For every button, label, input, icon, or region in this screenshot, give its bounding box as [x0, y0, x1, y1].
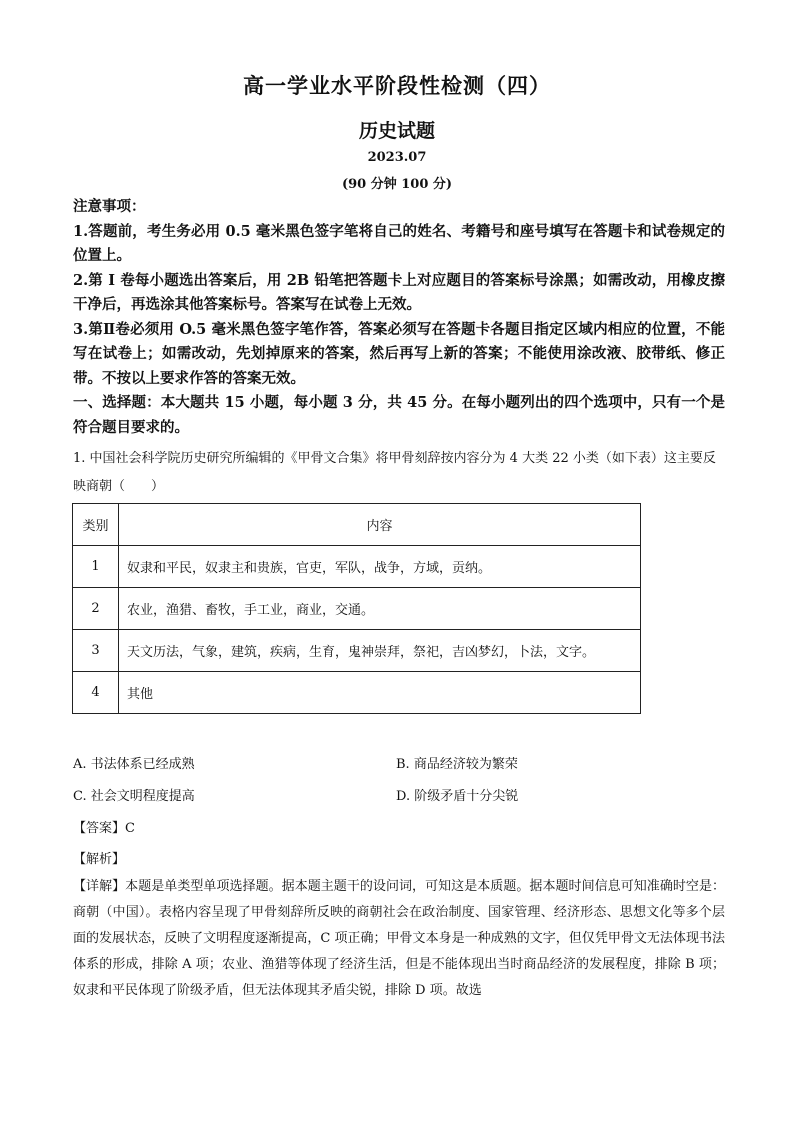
- table-row: [73, 546, 641, 588]
- detail-text: 【详解】本题是单类型单项选择题。据本题主题干的设问词，可知这是本质题。据本题时间信息可知准确时空是：商朝（中国）。表格内容呈现了甲骨刻辞所反映的商朝社会在政治制度、国家管理、经济形态、思想文化等多个层面的发展状态，反映了文明程度逐渐提高，C 项正确；甲骨文本身是一种成熟的文字，但仅凭甲骨文无法体现书法体系的形成，排除 A 项；农业、渔猎等体现了经济生活，但是不能体现出当时商品经济的发展程度，排除 B 项；奴隶和平民体现了阶级矛盾，但无法体现其矛盾尖锐，排除 D 项。故选: [73, 879, 725, 998]
- notice-heading: 注意事项：: [73, 198, 146, 215]
- table-header-content: 内容: [119, 504, 641, 546]
- table-row: [73, 588, 641, 630]
- option-c: C. 社会文明程度提高: [73, 789, 195, 804]
- question-1-stem: 1. 中国社会科学院历史研究所编辑的《甲骨文合集》将甲骨刻辞按内容分为 4 大类 22 小类（如下表）这主要反映商朝（ ）: [73, 451, 716, 494]
- table-cell-category: 4: [73, 672, 119, 714]
- option-a: A. 书法体系已经成熟: [73, 757, 195, 772]
- table-cell-content: 天文历法，气象，建筑，疾病，生育，鬼神崇拜，祭祀，吉凶梦幻，卜法，文字。: [119, 630, 641, 672]
- notice-item-3: 3.第Ⅱ卷必须用 O.5 毫米黑色签字笔作答，答案必须写在答题卡各题目指定区域内相应的位置，不能写在试卷上；如需改动，先划掉原来的答案，然后再写上新的答案；不能使用涂改液、胶带纸、修正带。不按以上要求作答的答案无效。: [73, 320, 725, 387]
- answer-label: 【答案】C: [73, 821, 135, 836]
- category-table: [72, 503, 641, 714]
- exam-subtitle: 历史试题: [358, 120, 435, 142]
- exam-date: 2023.07: [367, 150, 427, 165]
- notice-item-1: 1.答题前，考生务必用 0.5 毫米黑色签字笔将自己的姓名、考籍号和座号填写在答题卡和试卷规定的位置上。: [73, 222, 725, 264]
- table-cell-content: 奴隶和平民，奴隶主和贵族，官吏，军队，战争，方域，贡纳。: [119, 546, 641, 588]
- exam-duration: (90 分钟 100 分): [341, 177, 453, 192]
- table-row: [73, 630, 641, 672]
- notice-item-2: 2.第 I 卷每小题选出答案后，用 2B 铅笔把答题卡上对应题目的答案标号涂黑；如需改动，用橡皮擦干净后，再选涂其他答案标号。答案写在试卷上无效。: [73, 271, 725, 313]
- section-heading: 一、选择题：本大题共 15 小题，每小题 3 分，共 45 分。在每小题列出的四个选项中，只有一个是符合题目要求的。: [73, 394, 725, 436]
- table-cell-category: 2: [73, 588, 119, 630]
- exam-title: 高一学业水平阶段性检测（四）: [243, 73, 551, 98]
- table-header-row: [73, 504, 641, 546]
- notice-section: [73, 195, 725, 440]
- table-cell-category: 3: [73, 630, 119, 672]
- analysis-label: 【解析】: [73, 852, 126, 867]
- detail-explanation: [73, 874, 725, 1004]
- table-cell-content: 农业，渔猎、畜牧，手工业，商业，交通。: [119, 588, 641, 630]
- table-cell-category: 1: [73, 546, 119, 588]
- option-b: B. 商品经济较为繁荣: [396, 757, 518, 772]
- option-d: D. 阶级矛盾十分尖锐: [396, 789, 519, 804]
- table-header-category: 类别: [73, 504, 119, 546]
- table-row: [73, 672, 641, 714]
- table-cell-content: 其他: [119, 672, 641, 714]
